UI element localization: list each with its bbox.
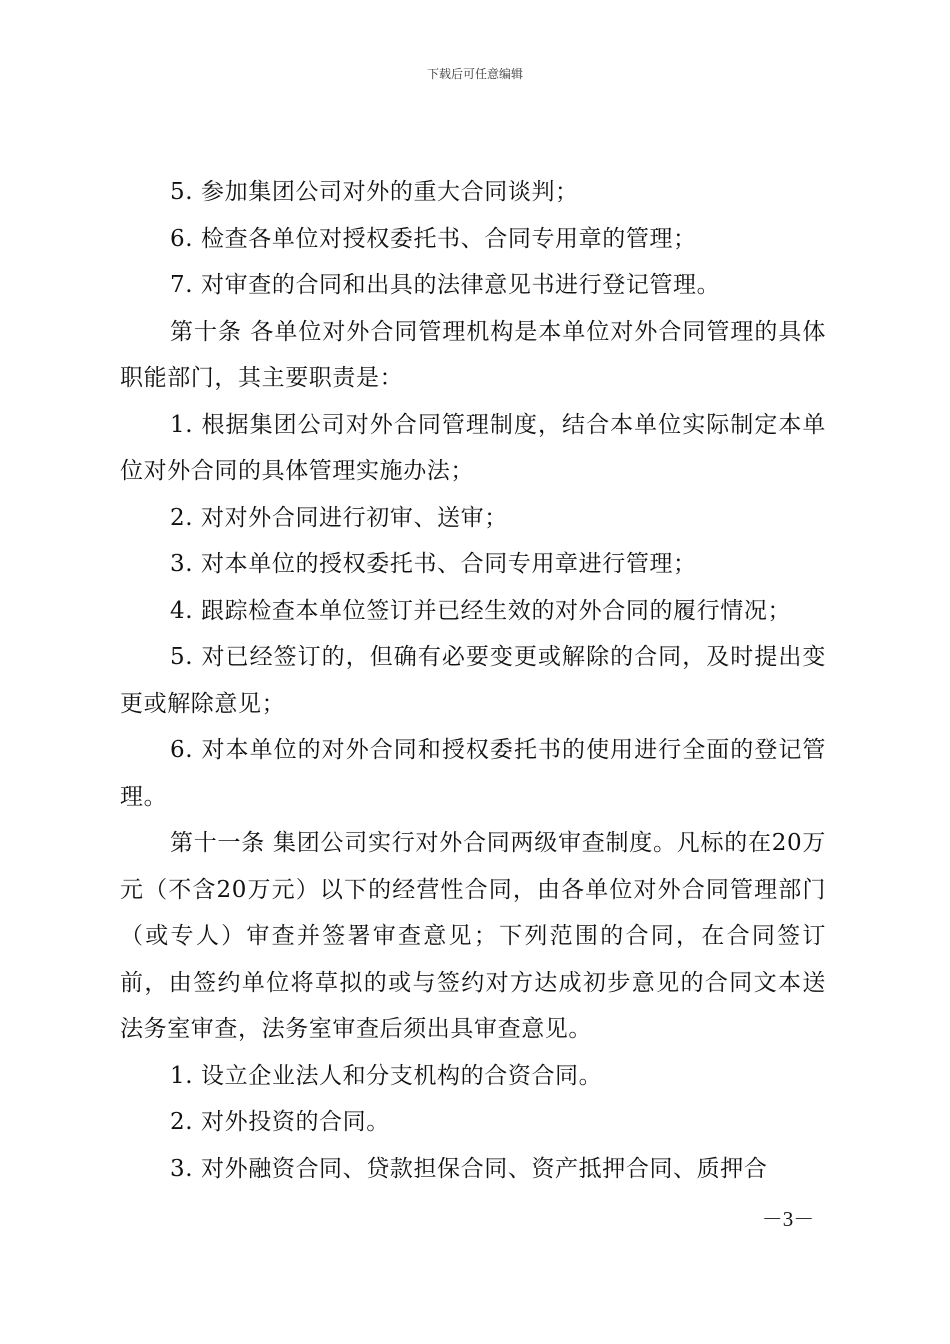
paragraph-article-10-item-4: 4. 跟踪检查本单位签订并已经生效的对外合同的履行情况； (170, 597, 792, 624)
paragraph-item-7-registration: 7. 对审查的合同和出具的法律意见书进行登记管理。 (170, 272, 721, 298)
paragraph-article-10-item-6: 6. 对本单位的对外合同和授权委托书的使用进行全面的登记管理。 (120, 737, 826, 810)
document-body (120, 169, 826, 1192)
paragraph-item-5-negotiation: 5. 参加集团公司对外的重大合同谈判； (170, 179, 579, 205)
paragraph-article-11-item-2: 2. 对外投资的合同。 (170, 1109, 390, 1135)
paragraph-article-11-item-1: 1. 设立企业法人和分支机构的合资合同。 (170, 1062, 603, 1089)
paragraph-article-10-item-3: 3. 对本单位的授权委托书、合同专用章进行管理； (170, 551, 697, 577)
paragraph-article-10: 第十条 各单位对外合同管理机构是本单位对外合同管理的具体职能部门，其主要职责是： (120, 318, 826, 391)
paragraph-article-10-item-2: 2. 对对外合同进行初审、送审； (170, 504, 508, 531)
paragraph-article-11-item-3: 3. 对外融资合同、贷款担保合同、资产抵押合同、质押合 (170, 1155, 768, 1182)
page-number: －3－ (761, 1207, 815, 1231)
paragraph-article-11: 第十一条 集团公司实行对外合同两级审查制度。凡标的在20万元（不含20万元）以下的经营性合同，由各单位对外合同管理部门（或专人）审查并签署审查意见；下列范围的合同，在合同签订前，由签约单位将草拟的或与签约对方达成初步意见的合同文本送法务室审查，法务室审查后须出具审查意见。 (120, 830, 826, 1042)
paragraph-article-10-item-5: 5. 对已经签订的，但确有必要变更或解除的合同，及时提出变更或解除意见； (120, 644, 826, 717)
paragraph-item-6-inspection: 6. 检查各单位对授权委托书、合同专用章的管理； (170, 225, 697, 252)
page-header: 下载后可任意编辑 (426, 67, 523, 81)
paragraph-article-10-item-1: 1. 根据集团公司对外合同管理制度，结合本单位实际制定本单位对外合同的具体管理实施办法； (120, 411, 826, 484)
